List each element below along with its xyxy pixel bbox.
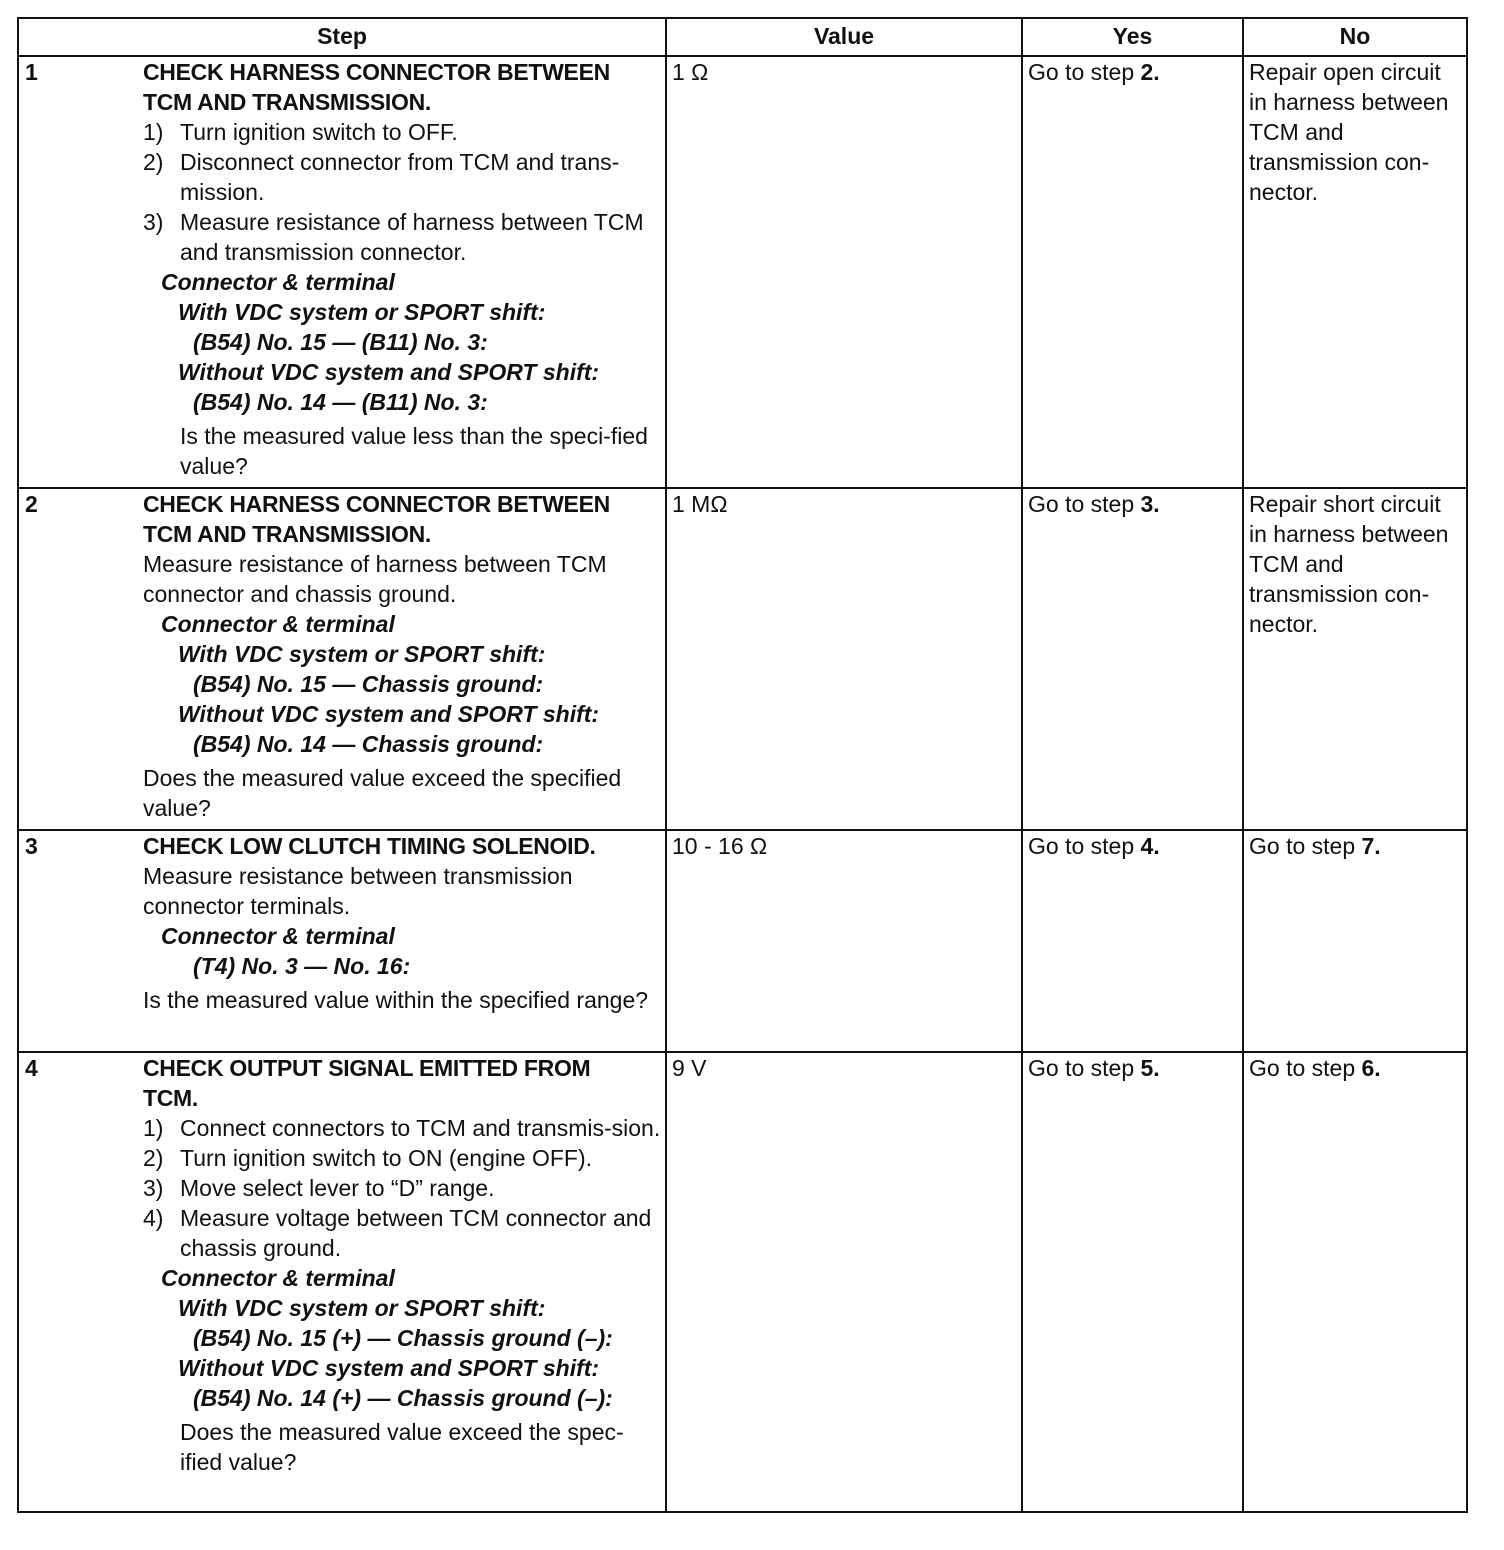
connector-with-value: (B54) No. 15 — (B11) No. 3: (193, 329, 488, 355)
yes-cell: Go to step 5. (1022, 1052, 1243, 1512)
step-intro: Measure resistance of harness between TCM connector and chassis ground. (143, 551, 607, 607)
connector-label: Connector & terminal (161, 923, 395, 949)
connector-without-value: (B54) No. 14 — (B11) No. 3: (193, 389, 488, 415)
list-item: 1) Turn ignition switch to OFF. (143, 119, 458, 145)
no-cell: Repair open circuit in harness between TCM and transmission con-nector. (1243, 56, 1467, 488)
connector-with: With VDC system or SPORT shift: (178, 641, 546, 667)
yes-cell: Go to step 4. (1022, 830, 1243, 1052)
step-cell (18, 56, 666, 488)
step-cell (18, 488, 666, 830)
yes-cell: Go to step 3. (1022, 488, 1243, 830)
list-item: 3) Measure resistance of harness between TCM and transmission connector. (143, 209, 644, 265)
header-row (18, 18, 1467, 56)
step-title-cont: TCM AND TRANSMISSION. (143, 521, 432, 547)
step-cell (18, 1052, 666, 1512)
step-title-cont: TCM AND TRANSMISSION. (143, 89, 432, 115)
step-title: CHECK OUTPUT SIGNAL EMITTED FROM (143, 1055, 591, 1081)
step-intro: Measure resistance between transmission connector terminals. (143, 863, 573, 919)
diagnostic-table (17, 17, 1468, 1513)
table-row (18, 830, 1467, 1052)
procedure-list (143, 1113, 661, 1263)
connector-with-value: (B54) No. 15 (+) — Chassis ground (–): (193, 1325, 613, 1351)
value-cell: 9 V (666, 1052, 1022, 1512)
connector-label: Connector & terminal (161, 611, 395, 637)
table-row (18, 488, 1467, 830)
connector-with: With VDC system or SPORT shift: (178, 299, 546, 325)
step-question: Does the measured value exceed the specified value? (143, 765, 622, 821)
no-cell: Go to step 6. (1243, 1052, 1467, 1512)
step-number: 2 (25, 491, 38, 517)
connector-without: Without VDC system and SPORT shift: (178, 1355, 600, 1381)
step-title-cont: TCM. (143, 1085, 199, 1111)
step-title: CHECK LOW CLUTCH TIMING SOLENOID. (143, 833, 596, 859)
list-item: 4) Measure voltage between TCM connector and chassis ground. (143, 1205, 652, 1261)
value-cell: 10 - 16 Ω (666, 830, 1022, 1052)
connector-without: Without VDC system and SPORT shift: (178, 701, 600, 727)
header-step: Step (18, 18, 666, 56)
connector-with: With VDC system or SPORT shift: (178, 1295, 546, 1321)
no-cell: Go to step 7. (1243, 830, 1467, 1052)
connector-with-value: (B54) No. 15 — Chassis ground: (193, 671, 544, 697)
yes-cell: Go to step 2. (1022, 56, 1243, 488)
step-title: CHECK HARNESS CONNECTOR BETWEEN (143, 491, 610, 517)
header-value: Value (666, 18, 1022, 56)
step-cell (18, 830, 666, 1052)
connector-value: (T4) No. 3 — No. 16: (193, 953, 411, 979)
value-cell: 1 Ω (666, 56, 1022, 488)
connector-label: Connector & terminal (161, 269, 395, 295)
list-item: 2) Turn ignition switch to ON (engine OFF). (143, 1145, 593, 1171)
table-row (18, 1052, 1467, 1512)
value-cell: 1 MΩ (666, 488, 1022, 830)
connector-without: Without VDC system and SPORT shift: (178, 359, 600, 385)
connector-without-value: (B54) No. 14 — Chassis ground: (193, 731, 544, 757)
step-number: 4 (25, 1055, 38, 1081)
procedure-list (143, 117, 661, 267)
step-question: Is the measured value less than the speci-fied value? (180, 423, 648, 479)
step-question: Is the measured value within the specified range? (143, 987, 649, 1013)
header-yes: Yes (1022, 18, 1243, 56)
step-title: CHECK HARNESS CONNECTOR BETWEEN (143, 59, 610, 85)
connector-label: Connector & terminal (161, 1265, 395, 1291)
table-row (18, 56, 1467, 488)
step-question: Does the measured value exceed the spec-ified value? (180, 1419, 624, 1475)
step-number: 3 (25, 833, 38, 859)
connector-without-value: (B54) No. 14 (+) — Chassis ground (–): (193, 1385, 613, 1411)
no-cell: Repair short circuit in harness between TCM and transmission con-nector. (1243, 488, 1467, 830)
header-no: No (1243, 18, 1467, 56)
step-number: 1 (25, 59, 38, 85)
list-item: 2) Disconnect connector from TCM and trans-mission. (143, 149, 620, 205)
list-item: 3) Move select lever to “D” range. (143, 1175, 495, 1201)
list-item: 1) Connect connectors to TCM and transmis-sion. (143, 1115, 661, 1141)
